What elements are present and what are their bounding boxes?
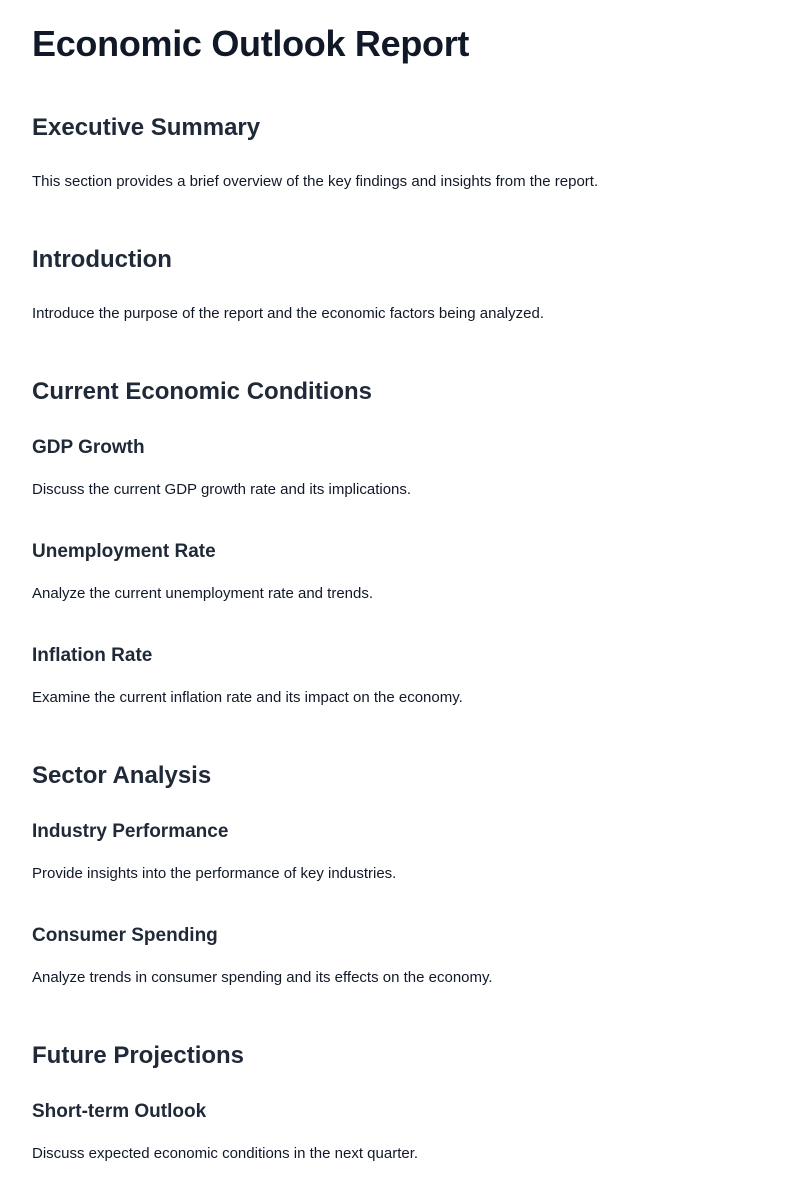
section-heading-sector-analysis: Sector Analysis — [32, 762, 212, 789]
executive-summary-text: This section provides a brief overview of the key findings and insights from the report. — [32, 173, 599, 190]
subheading-consumer-spending: Consumer Spending — [32, 925, 218, 946]
subheading-industry-performance: Industry Performance — [32, 821, 229, 842]
subheading-short-term-outlook: Short-term Outlook — [32, 1101, 207, 1122]
subheading-unemployment-rate: Unemployment Rate — [32, 541, 216, 562]
section-heading-current-conditions: Current Economic Conditions — [32, 378, 373, 405]
subheading-inflation-rate: Inflation Rate — [32, 645, 153, 666]
page-title: Economic Outlook Report — [32, 23, 470, 64]
subheading-gdp-growth: GDP Growth — [32, 437, 145, 458]
unemployment-rate-text: Analyze the current unemployment rate and trends. — [32, 585, 374, 602]
gdp-growth-text: Discuss the current GDP growth rate and its implications. — [32, 481, 412, 498]
short-term-outlook-text: Discuss expected economic conditions in the next quarter. — [32, 1145, 419, 1162]
introduction-text: Introduce the purpose of the report and the economic factors being analyzed. — [32, 305, 544, 322]
section-heading-future-projections: Future Projections — [32, 1042, 245, 1069]
consumer-spending-text: Analyze trends in consumer spending and its effects on the economy. — [32, 969, 493, 986]
industry-performance-text: Provide insights into the performance of key industries. — [32, 865, 397, 882]
section-heading-executive-summary: Executive Summary — [32, 114, 261, 141]
section-heading-introduction: Introduction — [32, 246, 172, 273]
inflation-rate-text: Examine the current inflation rate and its impact on the economy. — [32, 689, 463, 706]
